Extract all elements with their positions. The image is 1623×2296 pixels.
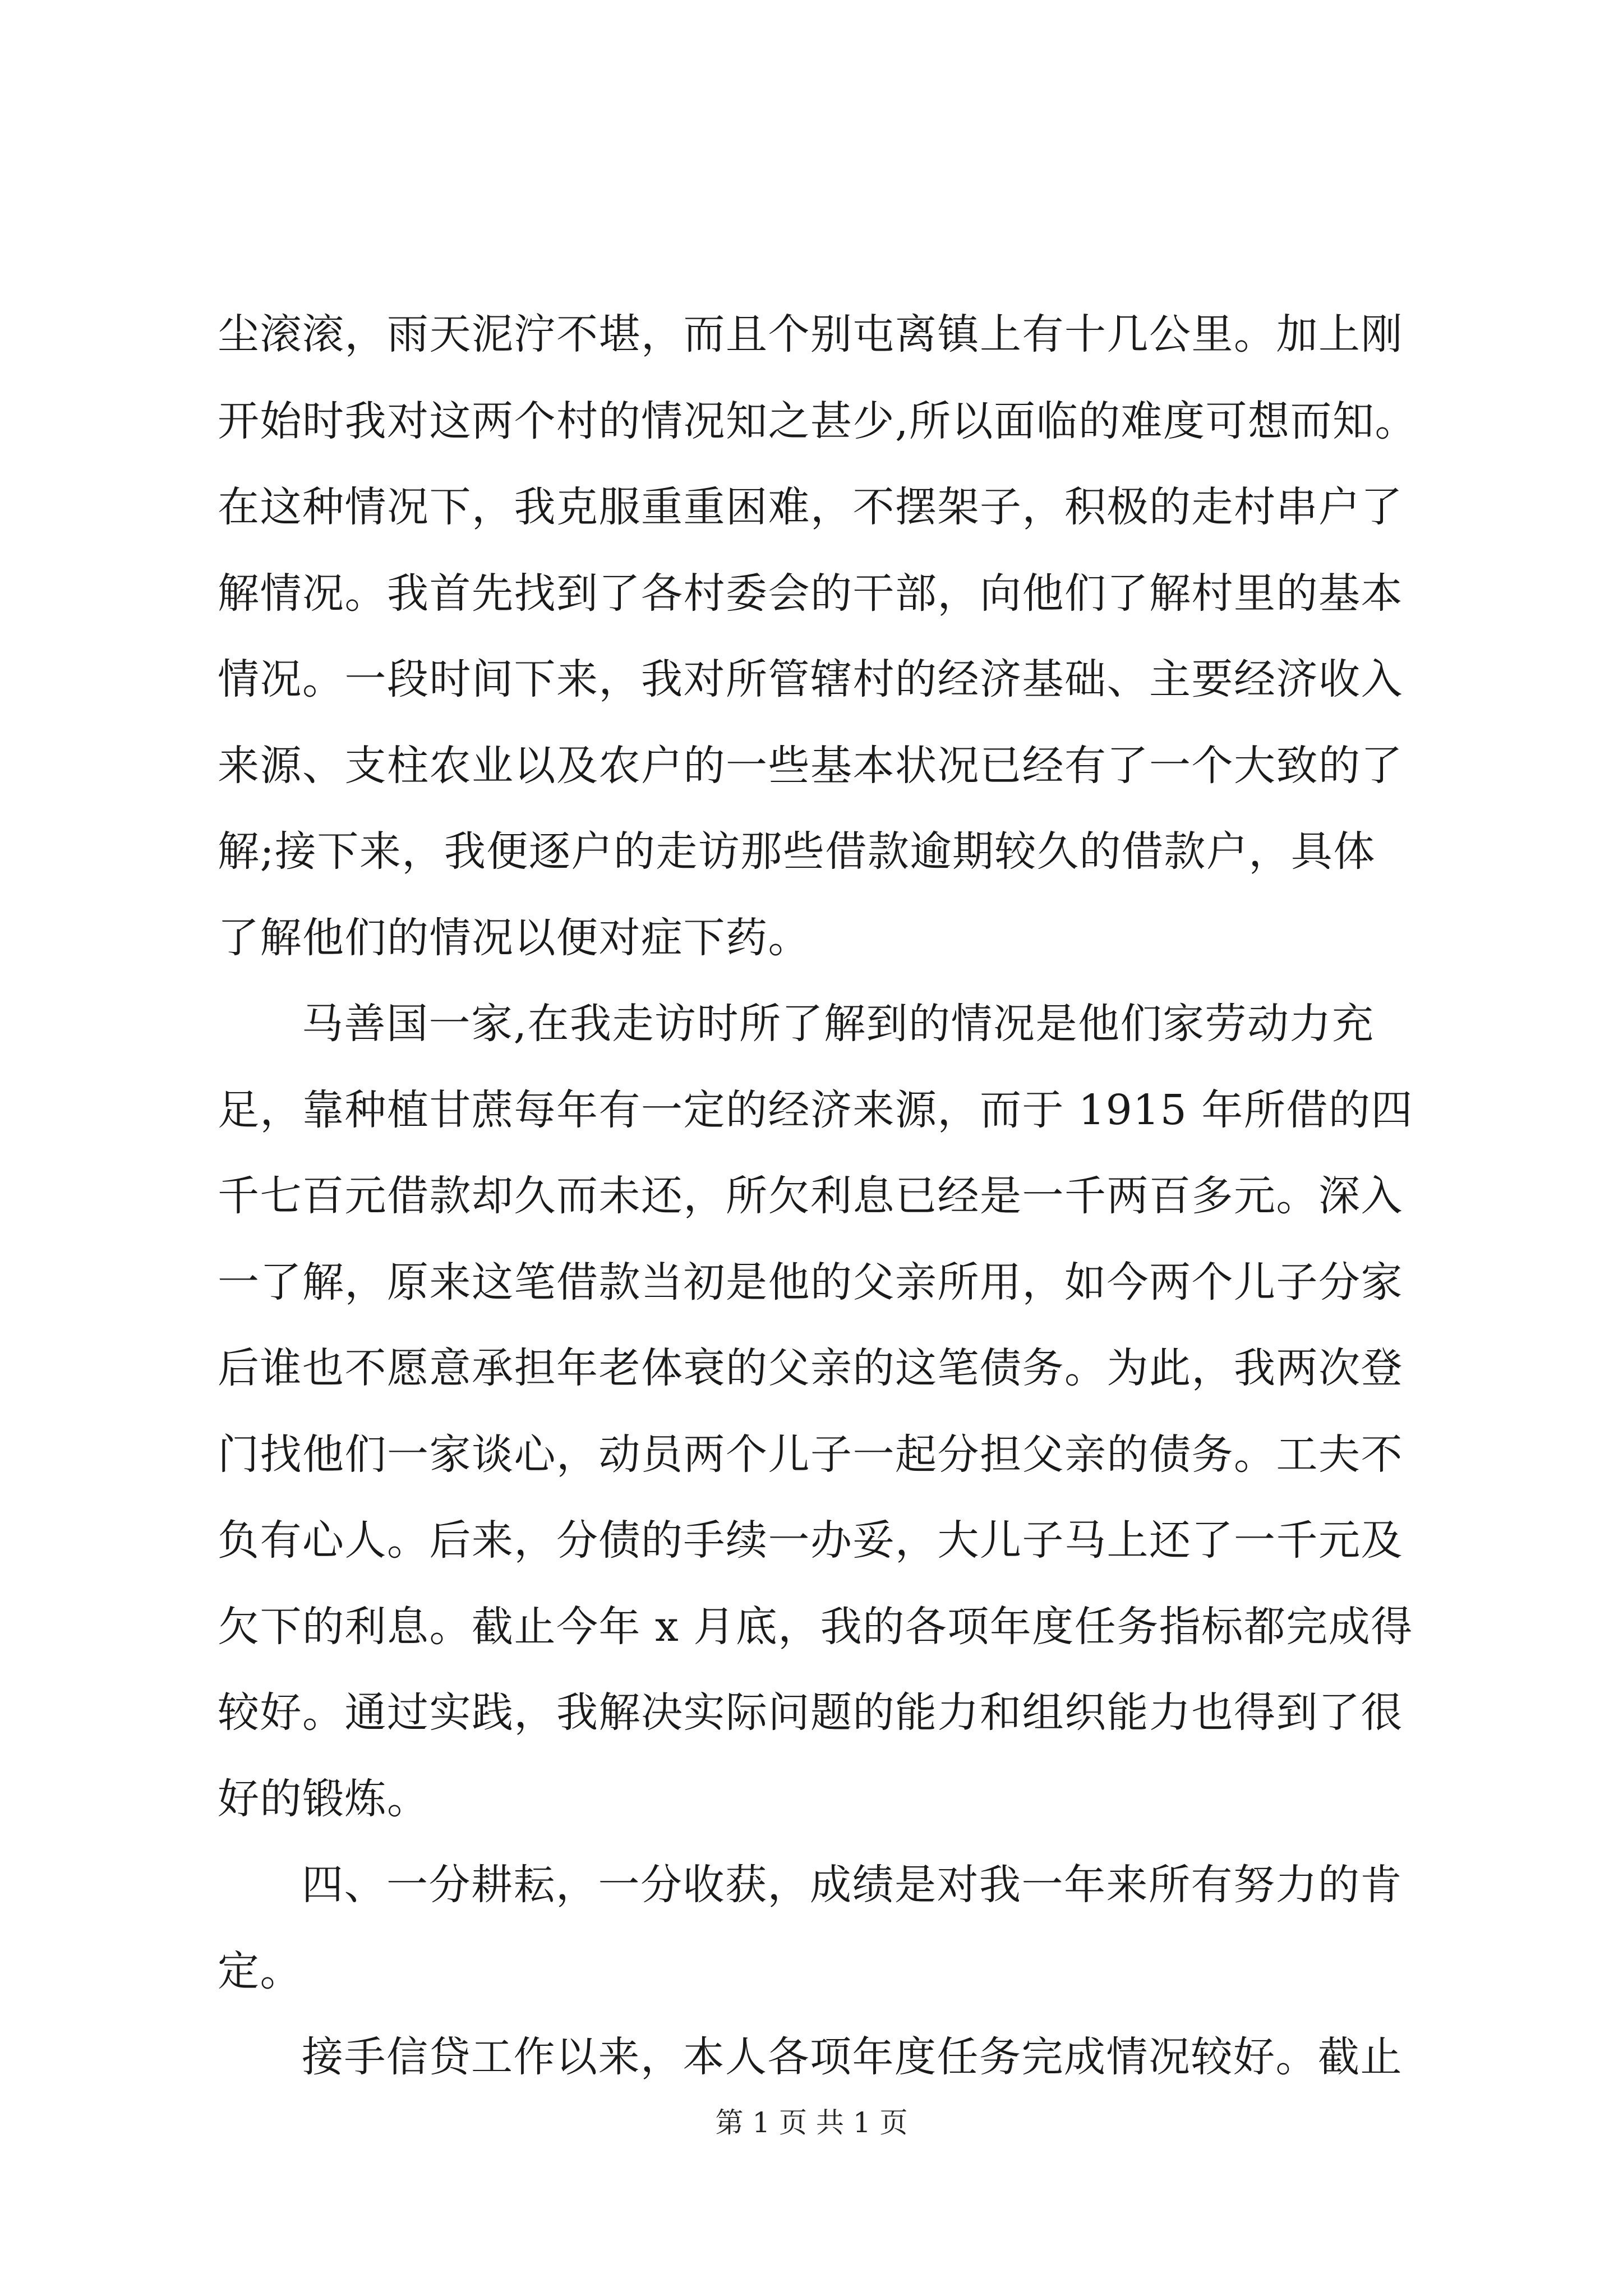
text-line: 好的锻炼。	[218, 1775, 430, 1823]
text-line: 千七百元借款却久而未还，所欠利息已经是一千两百多元。深入	[218, 1172, 1403, 1220]
text-line: 了解他们的情况以便对症下药。	[218, 914, 810, 962]
page-footer: 第 1 页 共 1 页	[715, 2106, 908, 2139]
text-line: 门找他们一家谈心，动员两个儿子一起分担父亲的债务。工夫不	[218, 1430, 1403, 1479]
text-line: 较好。通过实践，我解决实际问题的能力和组织能力也得到了很	[218, 1688, 1403, 1737]
text-line: 在这种情况下，我克服重重困难，不摆架子，积极的走村串户了	[218, 483, 1403, 531]
text-line: 一了解，原来这笔借款当初是他的父亲所用，如今两个儿子分家	[218, 1258, 1403, 1306]
text-line: 开始时我对这两个村的情况知之甚少,所以面临的难度可想而知。	[218, 397, 1418, 445]
text-line: 尘滚滚，雨天泥泞不堪，而且个别屯离镇上有十几公里。加上刚	[218, 310, 1403, 358]
text-line: 解;接下来，我便逐户的走访那些借款逾期较久的借款户，具体	[218, 827, 1376, 876]
section-heading: 四、一分耕耘，一分收获，成绩是对我一年来所有努力的肯	[302, 1861, 1403, 1909]
text-line: 解情况。我首先找到了各村委会的干部，向他们了解村里的基本	[218, 569, 1403, 618]
section-heading-continued: 定。	[218, 1947, 302, 1995]
text-line: 欠下的利息。截止今年 x 月底，我的各项年度任务指标都完成得	[218, 1603, 1413, 1651]
text-line: 负有心人。后来，分债的手续一办妥，大儿子马上还了一千元及	[218, 1516, 1403, 1565]
text-line: 来源、支柱农业以及农户的一些基本状况已经有了一个大致的了	[218, 742, 1403, 790]
text-line: 后谁也不愿意承担年老体衰的父亲的这笔债务。为此，我两次登	[218, 1344, 1403, 1392]
text-line: 足，靠种植甘蔗每年有一定的经济来源，而于 1915 年所借的四	[218, 1086, 1413, 1134]
text-line: 情况。一段时间下来，我对所管辖村的经济基础、主要经济收入	[218, 655, 1403, 703]
paragraph-first-line: 马善国一家,在我走访时所了解到的情况是他们家劳动力充	[302, 1000, 1375, 1048]
paragraph-first-line: 接手信贷工作以来，本人各项年度任务完成情况较好。截止	[302, 2033, 1403, 2081]
